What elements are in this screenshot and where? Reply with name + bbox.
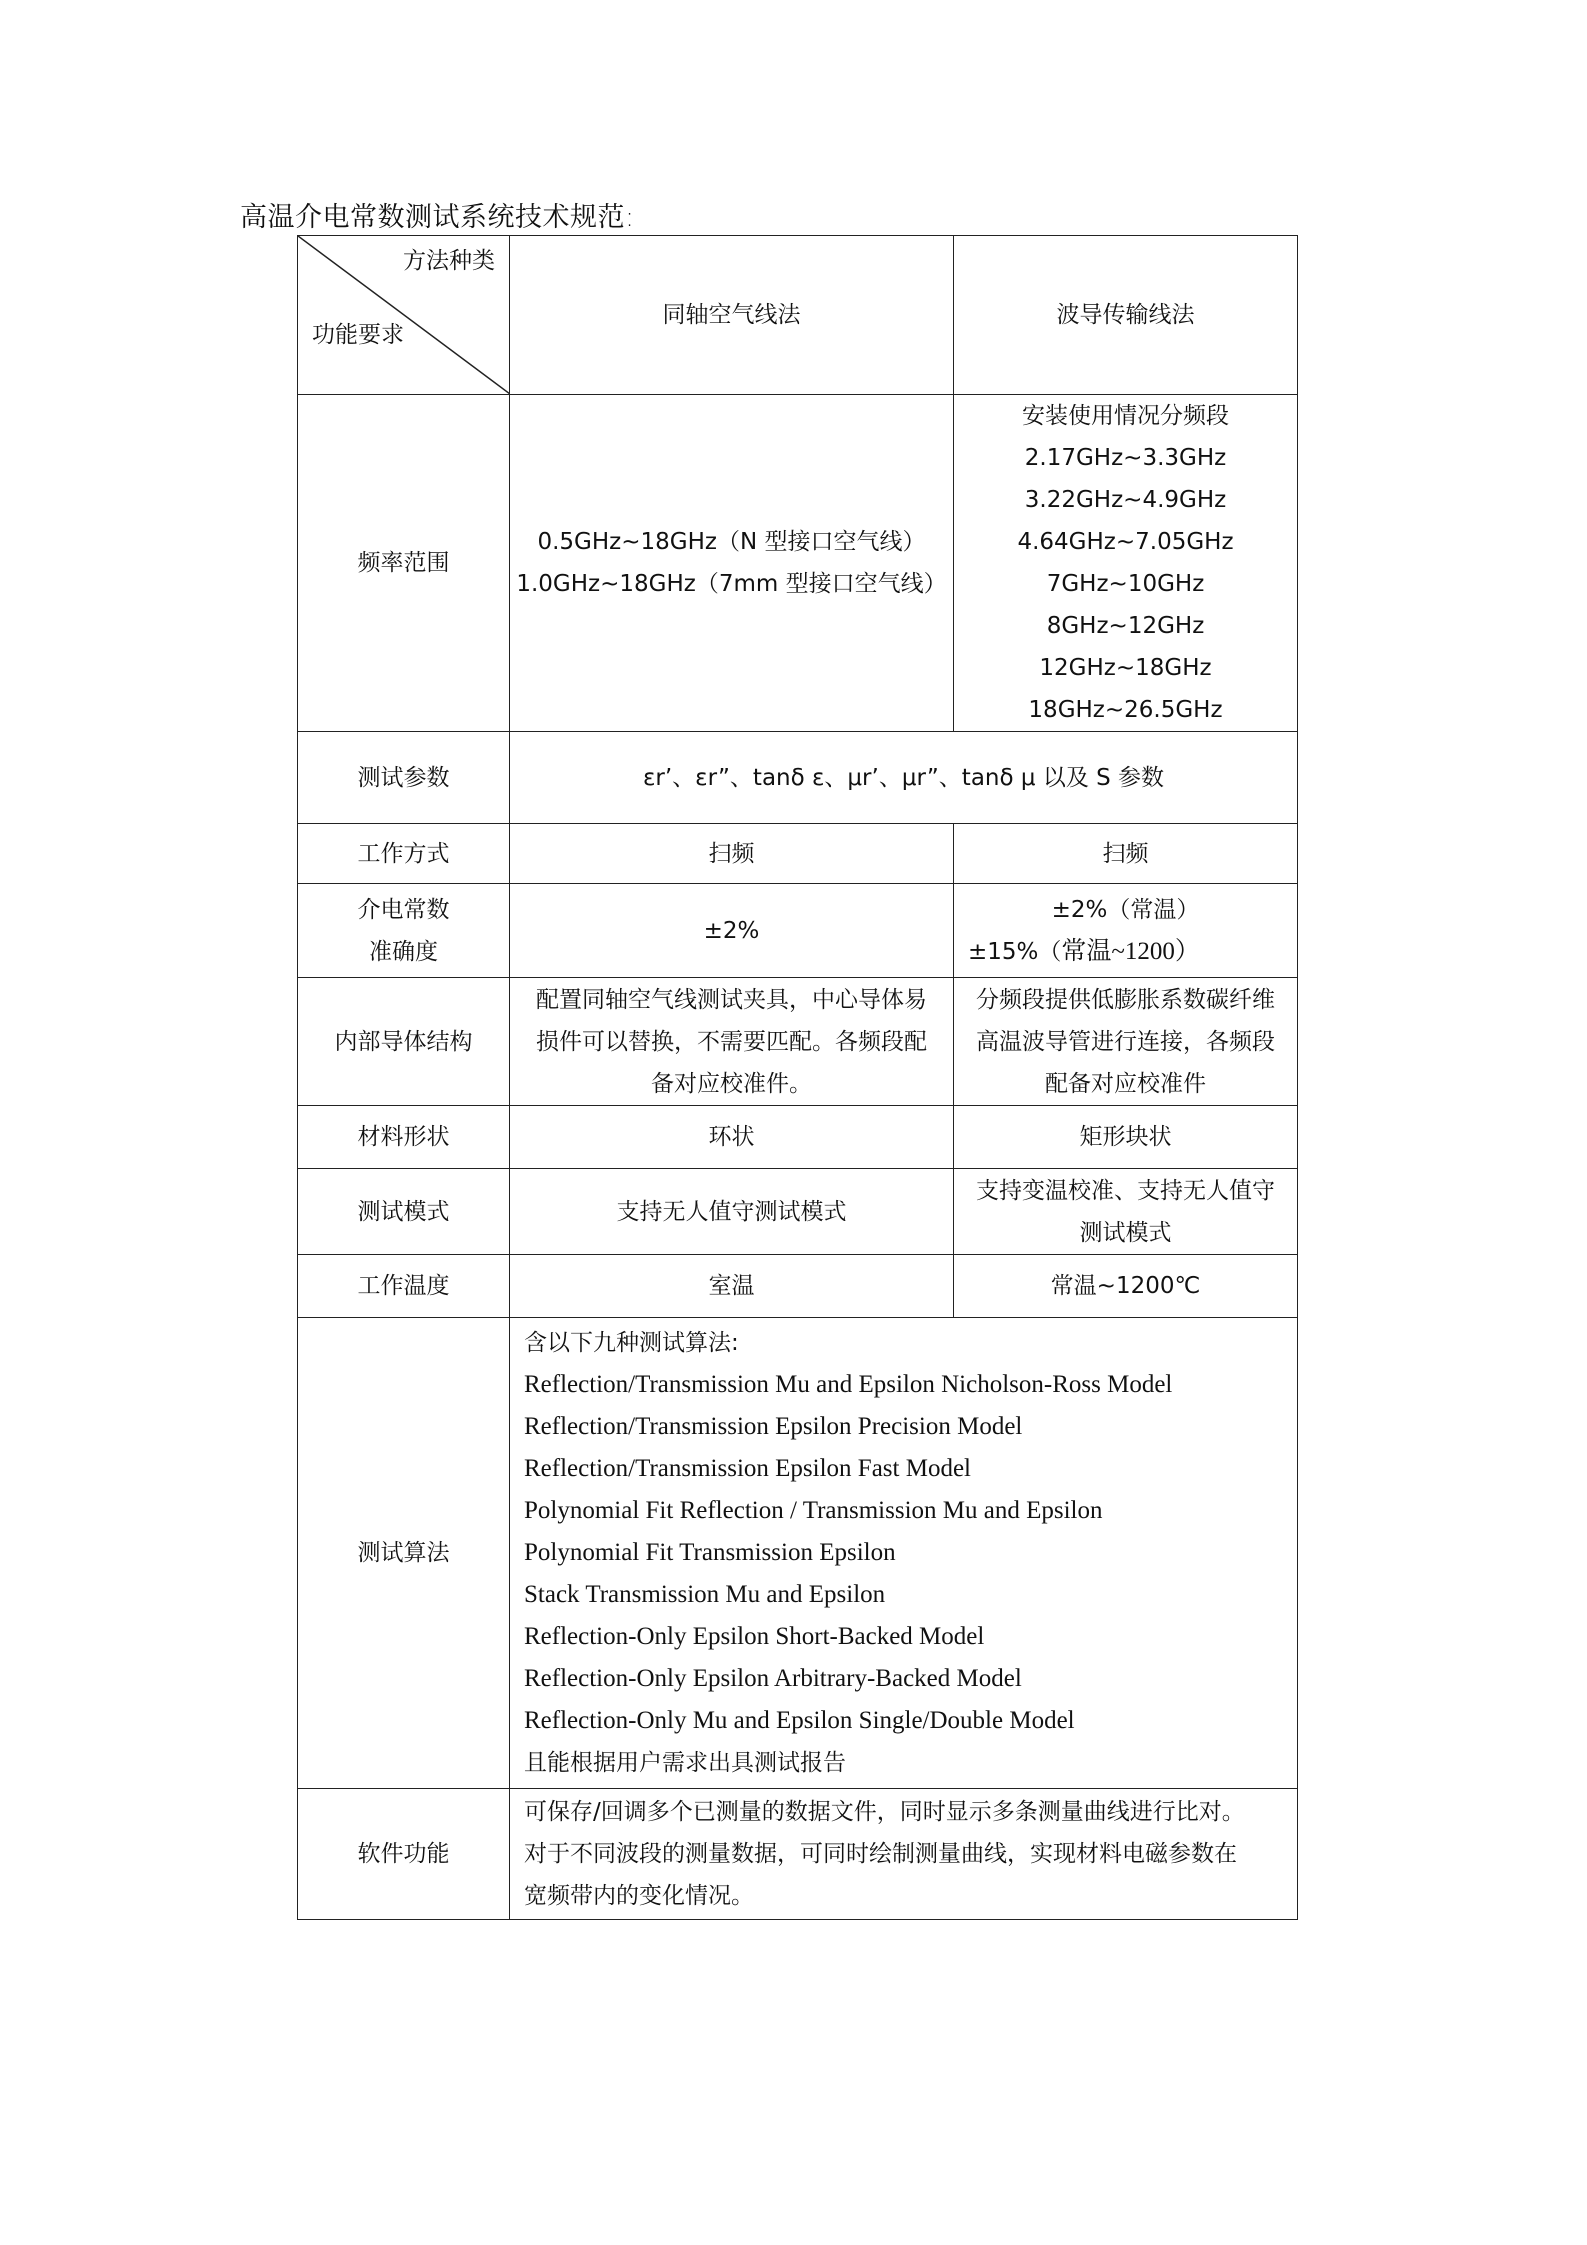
structure-waveguide: [954, 978, 1298, 1106]
shape-coax: 环状: [510, 1106, 954, 1169]
row-label: 频率范围: [298, 395, 510, 732]
row-label: 测试参数: [298, 732, 510, 824]
accuracy-wg-line: [954, 931, 1297, 973]
header-coax: 同轴空气线法: [510, 236, 954, 395]
freq-wg-line: 3.22GHz~4.9GHz: [1024, 487, 1227, 513]
algo-cell: [510, 1318, 1298, 1789]
table-row: [298, 1255, 1298, 1318]
structure-coax: [510, 978, 954, 1106]
table-row: [298, 824, 1298, 884]
algo-item: Polynomial Fit Reflection / Transmission Mu and Epsilon: [524, 1497, 1103, 1524]
table-row: [298, 395, 1298, 732]
freq-wg-line: 安装使用情况分频段: [1022, 403, 1229, 429]
spec-table: [297, 235, 1298, 1920]
algo-intro: 含以下九种测试算法:: [524, 1330, 739, 1356]
testmode-wg-line: 测试模式: [1079, 1219, 1172, 1246]
structure-coax-line: 配置同轴空气线测试夹具，中心导体易: [536, 986, 927, 1013]
algo-item: Reflection/Transmission Mu and Epsilon Nicholson-Ross Model: [524, 1371, 1173, 1398]
row-label: 工作方式: [298, 824, 510, 884]
algo-item: Polynomial Fit Transmission Epsilon: [524, 1539, 896, 1566]
row-label: 软件功能: [298, 1789, 510, 1920]
testmode-wg-line: 支持变温校准、支持无人值守: [976, 1177, 1275, 1204]
freq-wg-line: 4.64GHz~7.05GHz: [1017, 529, 1234, 555]
table-header-row: [298, 236, 1298, 395]
params-value: εr’、εr”、tanδ ε、μr’、μr”、tanδ μ 以及 S 参数: [510, 732, 1298, 824]
software-cell: [510, 1789, 1298, 1920]
software-line: 对于不同波段的测量数据，可同时绘制测量曲线，实现材料电磁参数在: [524, 1841, 1237, 1867]
structure-wg-line: 分频段提供低膨胀系数碳纤维: [976, 986, 1275, 1013]
table-row: [298, 884, 1298, 978]
structure-coax-line: 备对应校准件。: [651, 1070, 812, 1097]
corner-bottom-label: 功能要求: [312, 322, 404, 348]
structure-coax-line: 损件可以替换，不需要匹配。各频段配: [536, 1028, 927, 1055]
page-title: 高温介电常数测试系统技术规范:: [240, 202, 635, 233]
mode-coax: 扫频: [510, 824, 954, 884]
table-row: [298, 1789, 1298, 1920]
algo-item: Reflection/Transmission Epsilon Fast Model: [524, 1455, 971, 1482]
row-label: 测试算法: [298, 1318, 510, 1789]
row-label: 内部导体结构: [298, 978, 510, 1106]
row-label-accuracy: [298, 884, 510, 978]
table-row: [298, 1169, 1298, 1255]
algo-item: Reflection-Only Epsilon Short-Backed Model: [524, 1623, 985, 1650]
freq-wg-line: 2.17GHz~3.3GHz: [1024, 445, 1227, 471]
table-row: [298, 732, 1298, 824]
accuracy-wg-line: ±2%（常温）: [1051, 896, 1200, 923]
row-label: 介电常数: [357, 896, 450, 923]
freq-wg-line: 12GHz~18GHz: [1039, 655, 1212, 681]
accuracy-coax: ±2%: [510, 884, 954, 978]
algo-item: Stack Transmission Mu and Epsilon: [524, 1581, 886, 1608]
freq-wg-line: 7GHz~10GHz: [1046, 571, 1205, 597]
algo-item: Reflection/Transmission Epsilon Precision Model: [524, 1413, 1023, 1440]
row-label: 材料形状: [298, 1106, 510, 1169]
software-line: 可保存/回调多个已测量的数据文件，同时显示多条测量曲线进行比对。: [524, 1799, 1245, 1825]
corner-top-label: 方法种类: [403, 248, 495, 274]
table-row: [298, 1106, 1298, 1169]
table-row: [298, 978, 1298, 1106]
row-label: 工作温度: [298, 1255, 510, 1318]
table-row: [298, 1318, 1298, 1789]
row-label: 准确度: [369, 938, 438, 965]
row-label: 测试模式: [298, 1169, 510, 1255]
freq-wg-line: 18GHz~26.5GHz: [1028, 697, 1223, 723]
shape-waveguide: 矩形块状: [954, 1106, 1298, 1169]
freq-coax-line: 1.0GHz~18GHz（7mm 型接口空气线）: [516, 571, 947, 597]
temp-waveguide: 常温~1200℃: [954, 1255, 1298, 1318]
algo-item: Reflection-Only Epsilon Arbitrary-Backed Model: [524, 1665, 1022, 1692]
freq-wg-line: 8GHz~12GHz: [1046, 613, 1205, 639]
testmode-coax: 支持无人值守测试模式: [510, 1169, 954, 1255]
freq-waveguide-cell: [954, 395, 1298, 732]
freq-coax-line: 0.5GHz~18GHz（N 型接口空气线）: [537, 529, 926, 555]
corner-cell: [298, 236, 510, 395]
mode-waveguide: 扫频: [954, 824, 1298, 884]
header-waveguide: 波导传输线法: [954, 236, 1298, 395]
accuracy-waveguide: [954, 884, 1298, 978]
algo-item: Reflection-Only Mu and Epsilon Single/Double Model: [524, 1707, 1075, 1734]
testmode-waveguide: [954, 1169, 1298, 1255]
accuracy-wg-range: 常温~1200）: [1061, 937, 1200, 965]
algo-outro: 且能根据用户需求出具测试报告: [524, 1750, 846, 1776]
software-line: 宽频带内的变化情况。: [524, 1883, 754, 1909]
structure-wg-line: 配备对应校准件: [1045, 1070, 1206, 1097]
structure-wg-line: 高温波导管进行连接，各频段: [976, 1028, 1275, 1055]
accuracy-wg-value: ±15%（: [968, 938, 1062, 965]
freq-coax-cell: [510, 395, 954, 732]
temp-coax: 室温: [510, 1255, 954, 1318]
